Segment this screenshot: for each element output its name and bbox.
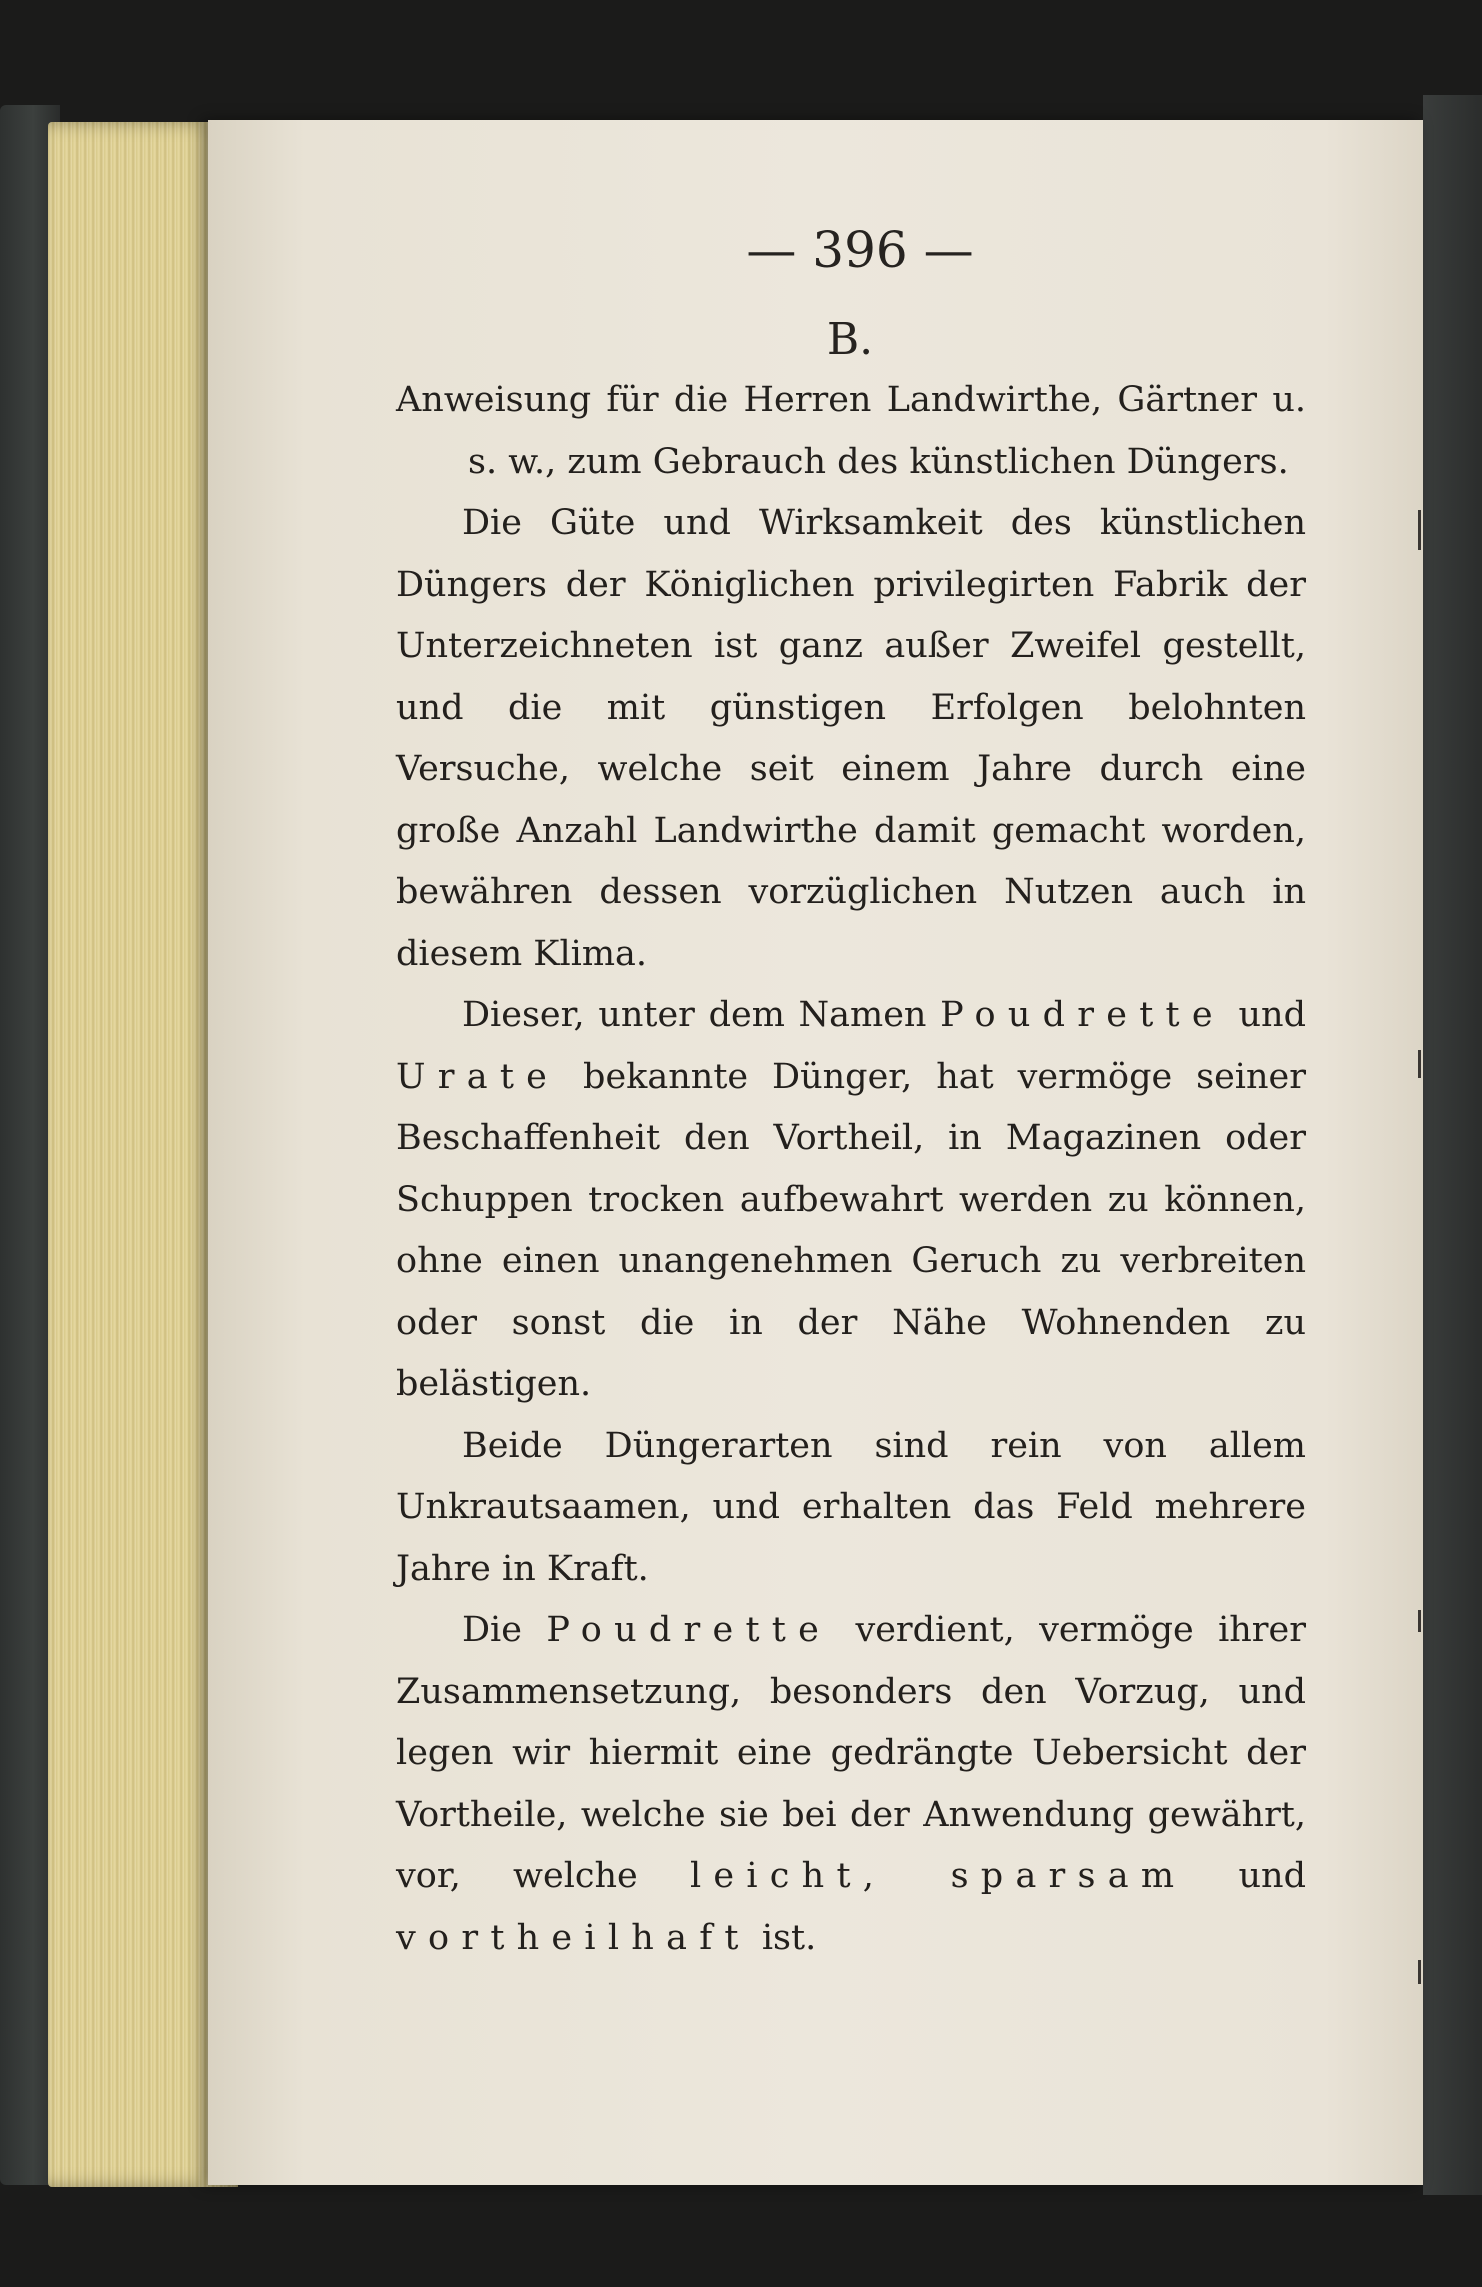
book-board-right [1423,95,1482,2195]
margin-mark [1418,1050,1421,1078]
page-body [396,370,1306,1969]
paragraph-4-text-d: ist. [750,1917,817,1958]
paragraph-2-text-b: und [1224,995,1306,1035]
paragraph-1: Die Güte und Wirksamkeit des künstlichen Düngers der Königlichen privilegirten Fabrik der Unterzeichneten ist ganz außer Zweifel gestellt, und die mit günstigen Erfolgen belohnten Versuche, welche seit einem Jahre durch eine große Anzahl Landwirthe damit gemacht worden, bewähren dessen vorzüglichen Nutzen auch in diesem Klima. [396,503,1306,974]
paragraph-4-text-c: und [1186,1856,1306,1896]
paragraph-4-text-a: Die [462,1610,547,1650]
paragraph-4 [396,1600,1306,1969]
margin-mark [1418,1610,1421,1632]
paragraph-3: Beide Düngerarten sind rein von allem Unkrautsaamen, und erhalten das Feld mehrere Jahre in Kraft. [396,1425,1306,1589]
spaced-term-poudrette: Poudrette [940,995,1225,1035]
spaced-term-poudrette-2: Poudrette [546,1610,832,1650]
paragraph-2-text-c: bekannte Dünger, hat vermöge seiner Beschaffenheit den Vortheil, in Magazinen oder Schuppen trocken aufbewahrt werden zu können, ohne einen unangenehmen Geruch zu verbreiten oder sonst die in der Nähe Wohnenden zu belästigen. [396,1056,1306,1404]
section-letter: B. [826,314,874,365]
spaced-term-leicht-sparsam: leicht, sparsam [689,1856,1187,1896]
paragraph-2 [396,985,1306,1416]
section-heading: Anweisung für die Herren Landwirthe, Gärtner u. s. w., zum Gebrauch des künstlichen Düngers. [396,380,1306,482]
paragraph-4-text-b: verdient, vermöge ihrer Zusammensetzung, besonders den Vorzug, und legen wir hiermit eine gedrängte Uebersicht der Vortheile, welche sie bei der Anwendung gewährt, vor, welche [396,1610,1306,1896]
paragraph-2-text-a: Dieser, unter dem Namen [462,995,941,1035]
spaced-term-vortheilhaft: vortheilhaft [396,1917,751,1958]
page-number: — 396 — [746,221,974,279]
margin-mark [1418,1960,1421,1984]
margin-mark [1418,510,1421,550]
spaced-term-urate: Urate [396,1056,560,1097]
